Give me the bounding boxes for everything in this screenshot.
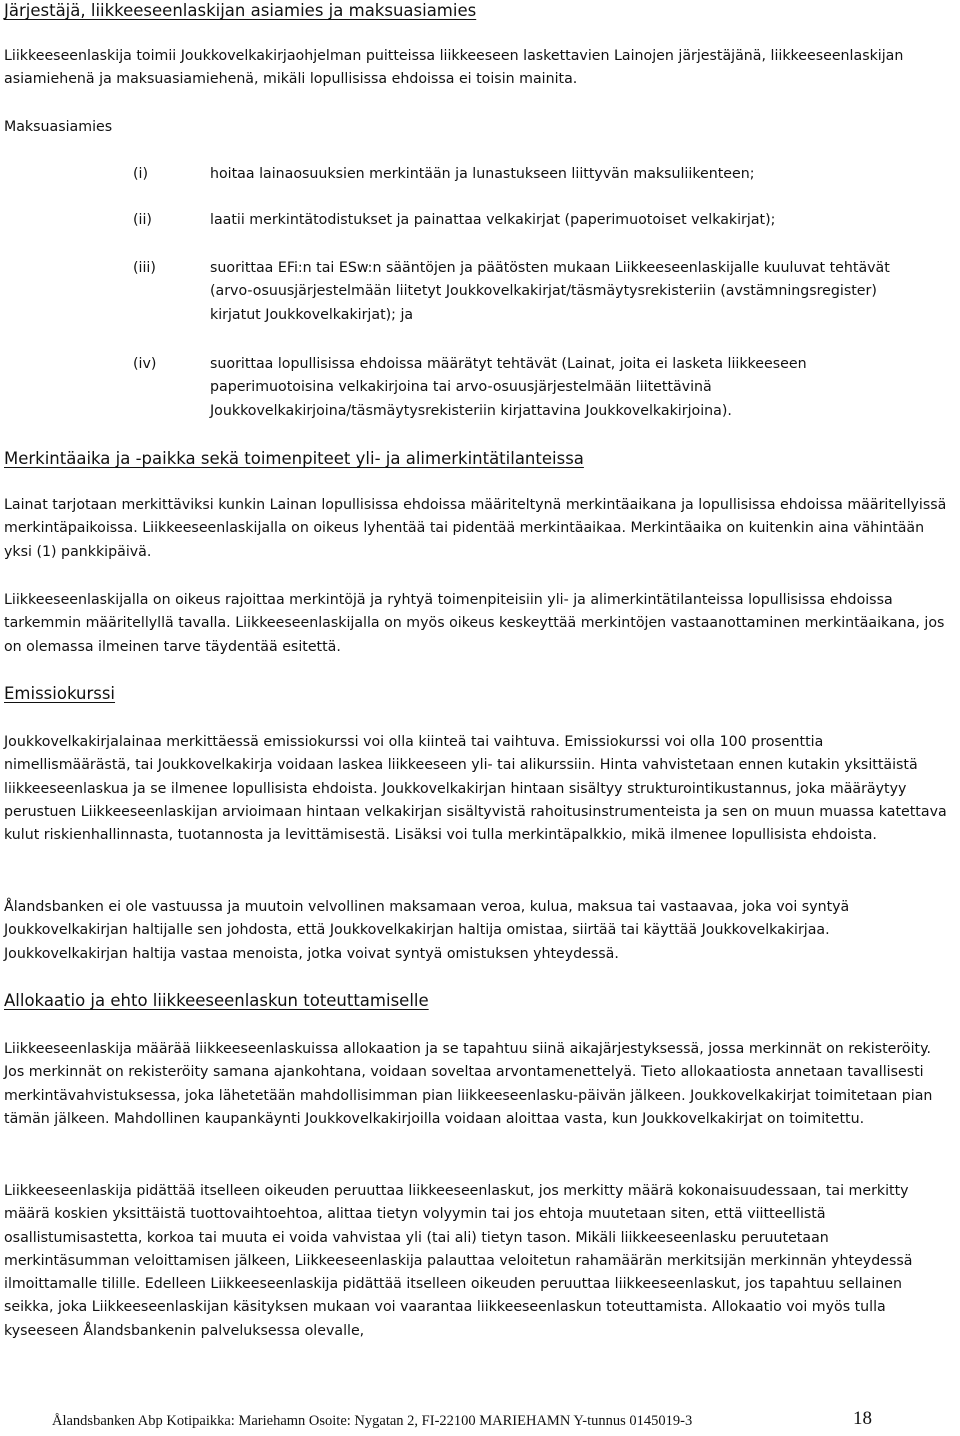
list-item-text: suorittaa EFi:n tai ESw:n sääntöjen ja päätösten mukaan Liikkeeseenlaskijalle kuuluvat tehtävät (arvo-osuusjärjestelmään liitetyt Joukkovelkakirjat/täsmäytysrekisteriin (avstämningsregister) kirjatut Joukkovelkakirjat); ja (210, 260, 890, 323)
section-heading-organizer: Järjestäjä, liikkeeseenlaskijan asiamies ja maksuasiamies (4, 1, 477, 20)
list-marker: (i) (133, 166, 149, 182)
issue-price-paragraph: Joukkovelkakirjalainaa merkittäessä emissiokurssi voi olla kiinteä tai vaihtuva. Emissiokurssi voi olla 100 prosenttia nimellismäärästä, tai Joukkovelkakirja voidaan laskea liikkeeseen yli- tai alikurssiin. Hinta vahvistetaan ennen kutakin yksittäistä liikkeeseenlaskua ja se ilmenee lopullisista ehdoista. Joukkovelkakirjan hintaan sisältyy strukturointikustannus, joka määräytyy perustuen Liikkeeseenlaskijan arvioimaan hintaan velkakirjan sisältyvistä rahoitusinstrumenteista ja sen on muun muassa katettava kulut riskienhallinnasta, tuotannosta ja levittämisestä. Lisäksi voi tulla merkintäpalkkio, mikä ilmenee lopullisista ehdoista. (4, 734, 947, 844)
list-marker: (ii) (133, 212, 152, 228)
allocation-paragraph: Liikkeeseenlaskija pidättää itselleen oikeuden peruuttaa liikkeeseenlaskut, jos merkitty määrä kokonaisuudessaan, tai merkitty määrä koskien yksittäistä tuottovaihtoehtoa, alittaa tietyn volyymin tai jos ehtoja muutetaan siten, että viitteellistä osallistumisastetta, korkoa tai muuta ei voida vahvistaa yli (tai ali) tietyn tason. Mikäli liikkeeseenlasku peruutetaan merkintäsumman veloittamisen jälkeen, Liikkeeseenlaskija palauttaa veloitetun rahamäärän merkitsijän merkinnän yhteydessä ilmoittamalle tilille. Edelleen Liikkeeseenlaskija pidättää itselleen oikeuden peruuttaa liikkeeseenlaskut, jos tapahtuu sellainen seikka, joka Liikkeeseenlaskijan käsityksen mukaan voi vaarantaa liikkeeseenlaskun toteuttamista. Allokaatio voi myös tulla kyseeseen Ålandsbankenin palveluksessa olevalle, (4, 1183, 913, 1339)
allocation-paragraph: Liikkeeseenlaskija määrää liikkeeseenlaskuissa allokaation ja se tapahtuu siinä aikajärjestyksessä, jossa merkinnät on rekisteröity. Jos merkinnät on rekisteröity samana ajankohtana, voidaan soveltaa arvontamenettelyä. Tieto allokaatiosta annetaan tavallisesti merkintävahvistuksessa, joka lähetetään mahdollisimman pian liikkeeseenlasku-päivän jälkeen. Joukkovelkakirjat toimitetaan pian tämän jälkeen. Mahdollinen kaupankäynti Joukkovelkakirjoilla voidaan aloittaa vasta, kun Joukkovelkakirjat on toimitettu. (4, 1041, 933, 1127)
section-heading-issue-price: Emissiokurssi (4, 684, 116, 703)
page-footer: Ålandsbanken Abp Kotipaikka: Mariehamn Osoite: Nygatan 2, FI-22100 MARIEHAMN Y-tunnus 0145019-3 (52, 1413, 693, 1429)
list-item-text: laatii merkintätodistukset ja painattaa velkakirjat (paperimuotoiset velkakirjat); (210, 212, 776, 228)
subscription-paragraph: Liikkeeseenlaskijalla on oikeus rajoittaa merkintöjä ja ryhtyä toimenpiteisiin yli- ja alimerkintätilanteissa lopullisissa ehdoissa tarkemmin määritellyllä tavalla. Liikkeeseenlaskijalla on myös oikeus keskeyttää merkintöjen vastaanottaminen merkintäaikana, jos on olemassa ilmeinen tarve täydentää esitettä. (4, 592, 945, 655)
list-item-text: hoitaa lainaosuuksien merkintään ja lunastukseen liittyvän maksuliikenteen; (210, 166, 755, 182)
subscription-paragraph: Lainat tarjotaan merkittäviksi kunkin Lainan lopullisissa ehdoissa määriteltynä merkintäaikana ja lopullisissa ehdoissa määritellyissä merkintäpaikoissa. Liikkeeseenlaskijalla on oikeus lyhentää tai pidentää merkintäaikaa. Merkintäaika on kuitenkin aina vähintään yksi (1) pankkipäivä. (4, 497, 947, 560)
list-marker: (iii) (133, 260, 156, 276)
issue-price-paragraph: Ålandsbanken ei ole vastuussa ja muutoin velvollinen maksamaan veroa, kulua, maksua tai vastaavaa, joka voi syntyä Joukkovelkakirjan haltijalle sen johdosta, että Joukkovelkakirjan haltija omistaa, siirtää tai käyttää Joukkovelkakirjaa. Joukkovelkakirjan haltija vastaa menoista, jotka voivat syntyä omistuksen yhteydessä. (4, 899, 850, 962)
section-heading-subscription: Merkintäaika ja -paikka sekä toimenpiteet yli- ja alimerkintätilanteissa (4, 449, 584, 468)
organizer-paragraph: Liikkeeseenlaskija toimii Joukkovelkakirjaohjelman puitteissa liikkeeseen laskettavien Lainojen järjestäjänä, liikkeeseenlaskijan asiamiehenä ja maksuasiamiehenä, mikäli lopullisissa ehdoissa ei toisin mainita. (4, 48, 904, 88)
page-number: 18 (853, 1408, 872, 1429)
list-marker: (iv) (133, 356, 157, 372)
paying-agent-intro: Maksuasiamies (4, 119, 113, 135)
list-item-text: suorittaa lopullisissa ehdoissa määrätyt tehtävät (Lainat, joita ei lasketa liikkeeseen paperimuotoisina velkakirjoina tai arvo-osuusjärjestelmään liitettävinä Joukkovelkakirjoina/täsmäytysrekisteriin kirjattavina Joukkovelkakirjoina). (210, 356, 807, 419)
section-heading-allocation: Allokaatio ja ehto liikkeeseenlaskun toteuttamiselle (4, 991, 429, 1010)
